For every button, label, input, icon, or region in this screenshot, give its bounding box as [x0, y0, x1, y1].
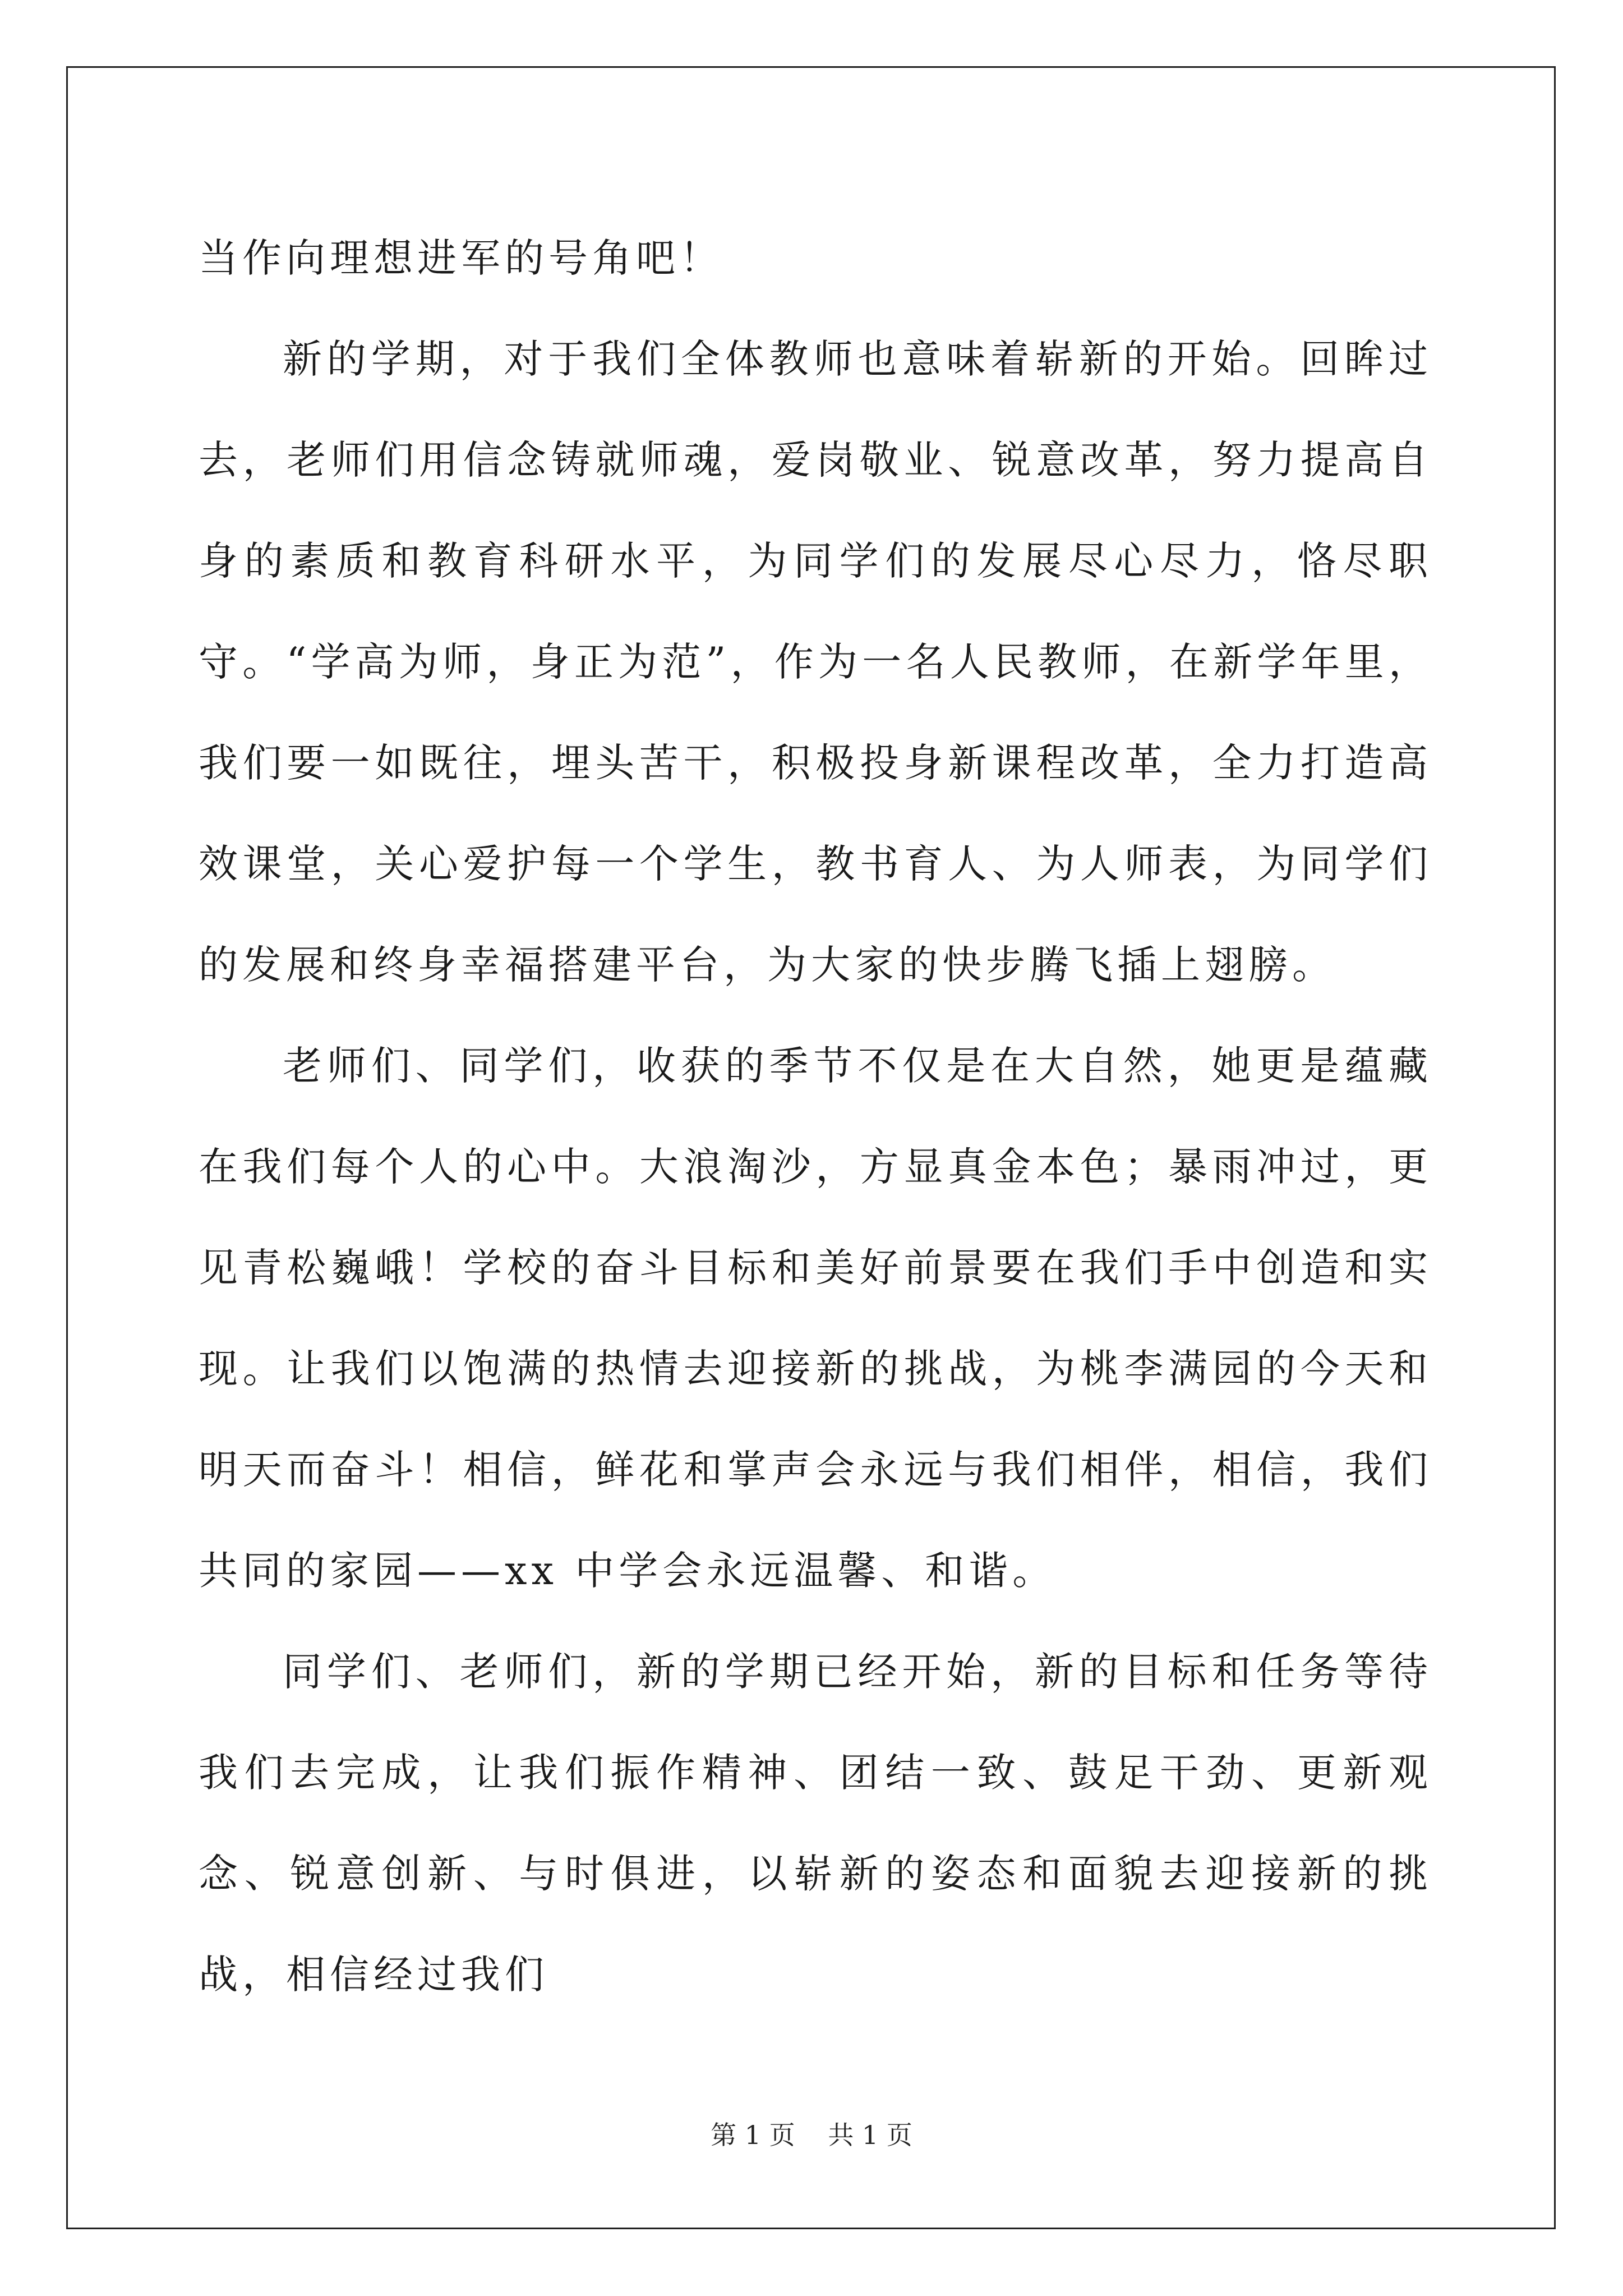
document-body — [199, 208, 1432, 2025]
paragraph-1: 当作向理想进军的号角吧！ — [199, 235, 723, 281]
page-number: 第 1 页 — [711, 2120, 795, 2150]
page-footer — [0, 2115, 1623, 2152]
paragraph-4: 同学们、老师们，新的学期已经开始，新的目标和任务等待我们去完成，让我们振作精神、团结一致、鼓足干劲、更新观念、锐意创新、与时俱进，以崭新的姿态和面貌去迎接新的挑战，相信经过我们 — [199, 1649, 1432, 1998]
paragraph-3: 老师们、同学们，收获的季节不仅是在大自然，她更是蕴藏在我们每个人的心中。大浪淘沙，方显真金本色；暴雨冲过，更见青松巍峨！学校的奋斗目标和美好前景要在我们手中创造和实现。让我们以饱满的热情去迎接新的挑战，为桃李满园的今天和明天而奋斗！相信，鲜花和掌声会永远与我们相伴，相信，我们共同的家园——xx 中学会永远温馨、和谐。 — [199, 1043, 1432, 1594]
page-total: 共 1 页 — [828, 2120, 912, 2150]
paragraph-2: 新的学期，对于我们全体教师也意味着崭新的开始。回眸过去，老师们用信念铸就师魂，爱岗敬业、锐意改革，努力提高自身的素质和教育科研水平，为同学们的发展尽心尽力，恪尽职守。“学高为师，身正为范”，作为一名人民教师，在新学年里，我们要一如既往，埋头苦干，积极投身新课程改革，全力打造高效课堂，关心爱护每一个学生，教书育人、为人师表，为同学们的发展和终身幸福搭建平台，为大家的快步腾飞插上翅膀。 — [199, 336, 1432, 988]
